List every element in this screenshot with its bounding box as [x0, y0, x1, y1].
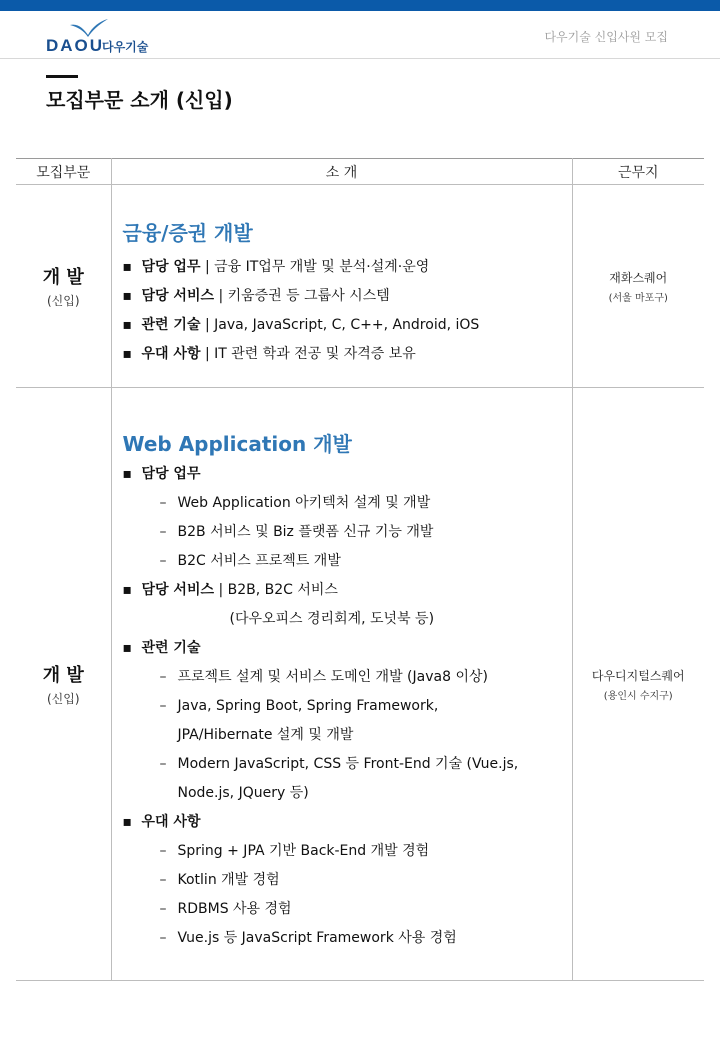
sub-item: – Vue.js 등 JavaScript Framework 사용 경험	[123, 924, 572, 953]
company-logo	[46, 19, 156, 55]
sub-item: – Spring + JPA 기반 Back-End 개발 경험	[123, 837, 572, 866]
dept-cell	[16, 185, 111, 388]
header-caption: 다우기술 신입사원 모집	[544, 30, 668, 44]
location-sub: (서울 마포구)	[608, 292, 668, 304]
continuation-line: Node.js, JQuery 등)	[177, 785, 309, 801]
location-name: 재화스퀘어	[609, 270, 668, 285]
sub-item: – Kotlin 개발 경험	[123, 866, 572, 895]
dept-cell	[16, 388, 111, 981]
continuation-line: JPA/Hibernate 설계 및 개발	[177, 727, 354, 743]
sub-item: – Web Application 아키텍처 설계 및 개발	[123, 489, 572, 518]
list-item: ▪ 관련 기술	[123, 634, 572, 663]
desc-cell	[111, 388, 572, 981]
location-sub: (용인시 수지구)	[603, 690, 673, 702]
sub-item: – B2C 서비스 프로젝트 개발	[123, 547, 572, 576]
header-dept: 모집부문	[16, 159, 111, 185]
dept-name: 개 발	[42, 267, 84, 288]
sub-item: – B2B 서비스 및 Biz 플랫폼 신규 기능 개발	[123, 518, 572, 547]
list-item: ▪ 관련 기술 | Java, JavaScript, C, C++, Android, iOS	[123, 311, 572, 340]
list-item: ▪ 담당 업무	[123, 460, 572, 489]
title-accent-line	[46, 75, 78, 78]
logo-swoosh-icon	[68, 19, 108, 37]
desc-cell	[111, 185, 572, 388]
header-intro: 소 개	[111, 159, 572, 185]
header-location: 근무지	[572, 159, 704, 185]
table-row	[16, 388, 704, 981]
dept-name: 개 발	[42, 665, 84, 686]
sub-item: – Modern JavaScript, CSS 등 Front-End 기술 (Vue.js,	[123, 750, 572, 779]
section-title: Web Application 개발	[122, 432, 352, 456]
sub-item: – 프로젝트 설계 및 서비스 도메인 개발 (Java8 이상)	[123, 663, 572, 692]
location-cell	[572, 185, 704, 388]
table-header-row	[16, 159, 704, 185]
page-header	[0, 11, 720, 59]
list-item: ▪ 담당 서비스 | B2B, B2C 서비스	[123, 576, 572, 605]
top-accent-bar	[0, 0, 720, 11]
recruitment-table	[16, 158, 704, 981]
list-item: ▪ 우대 사항 | IT 관련 학과 전공 및 자격증 보유	[123, 340, 572, 369]
dept-sub: (신입)	[46, 294, 80, 308]
location-cell	[572, 388, 704, 981]
sub-item: – Java, Spring Boot, Spring Framework,	[123, 692, 572, 721]
location-name: 다우디지털스퀘어	[591, 668, 685, 683]
sub-item: – RDBMS 사용 경험	[123, 895, 572, 924]
logo-text-ko: 다우기술	[102, 40, 149, 54]
table-row	[16, 185, 704, 388]
section-title: 금융/증권 개발	[122, 221, 253, 245]
dept-sub: (신입)	[46, 692, 80, 706]
list-item: ▪ 담당 서비스 | 키움증권 등 그룹사 시스템	[123, 282, 572, 311]
page-title: 모집부문 소개 (신입)	[46, 88, 233, 112]
logo-text-en: DAOU	[46, 36, 105, 55]
continuation-line: (다우오피스 경리회계, 도넛북 등)	[229, 611, 435, 627]
list-item: ▪ 우대 사항	[123, 808, 572, 837]
list-item: ▪ 담당 업무 | 금융 IT업무 개발 및 분석·설계·운영	[123, 253, 572, 282]
